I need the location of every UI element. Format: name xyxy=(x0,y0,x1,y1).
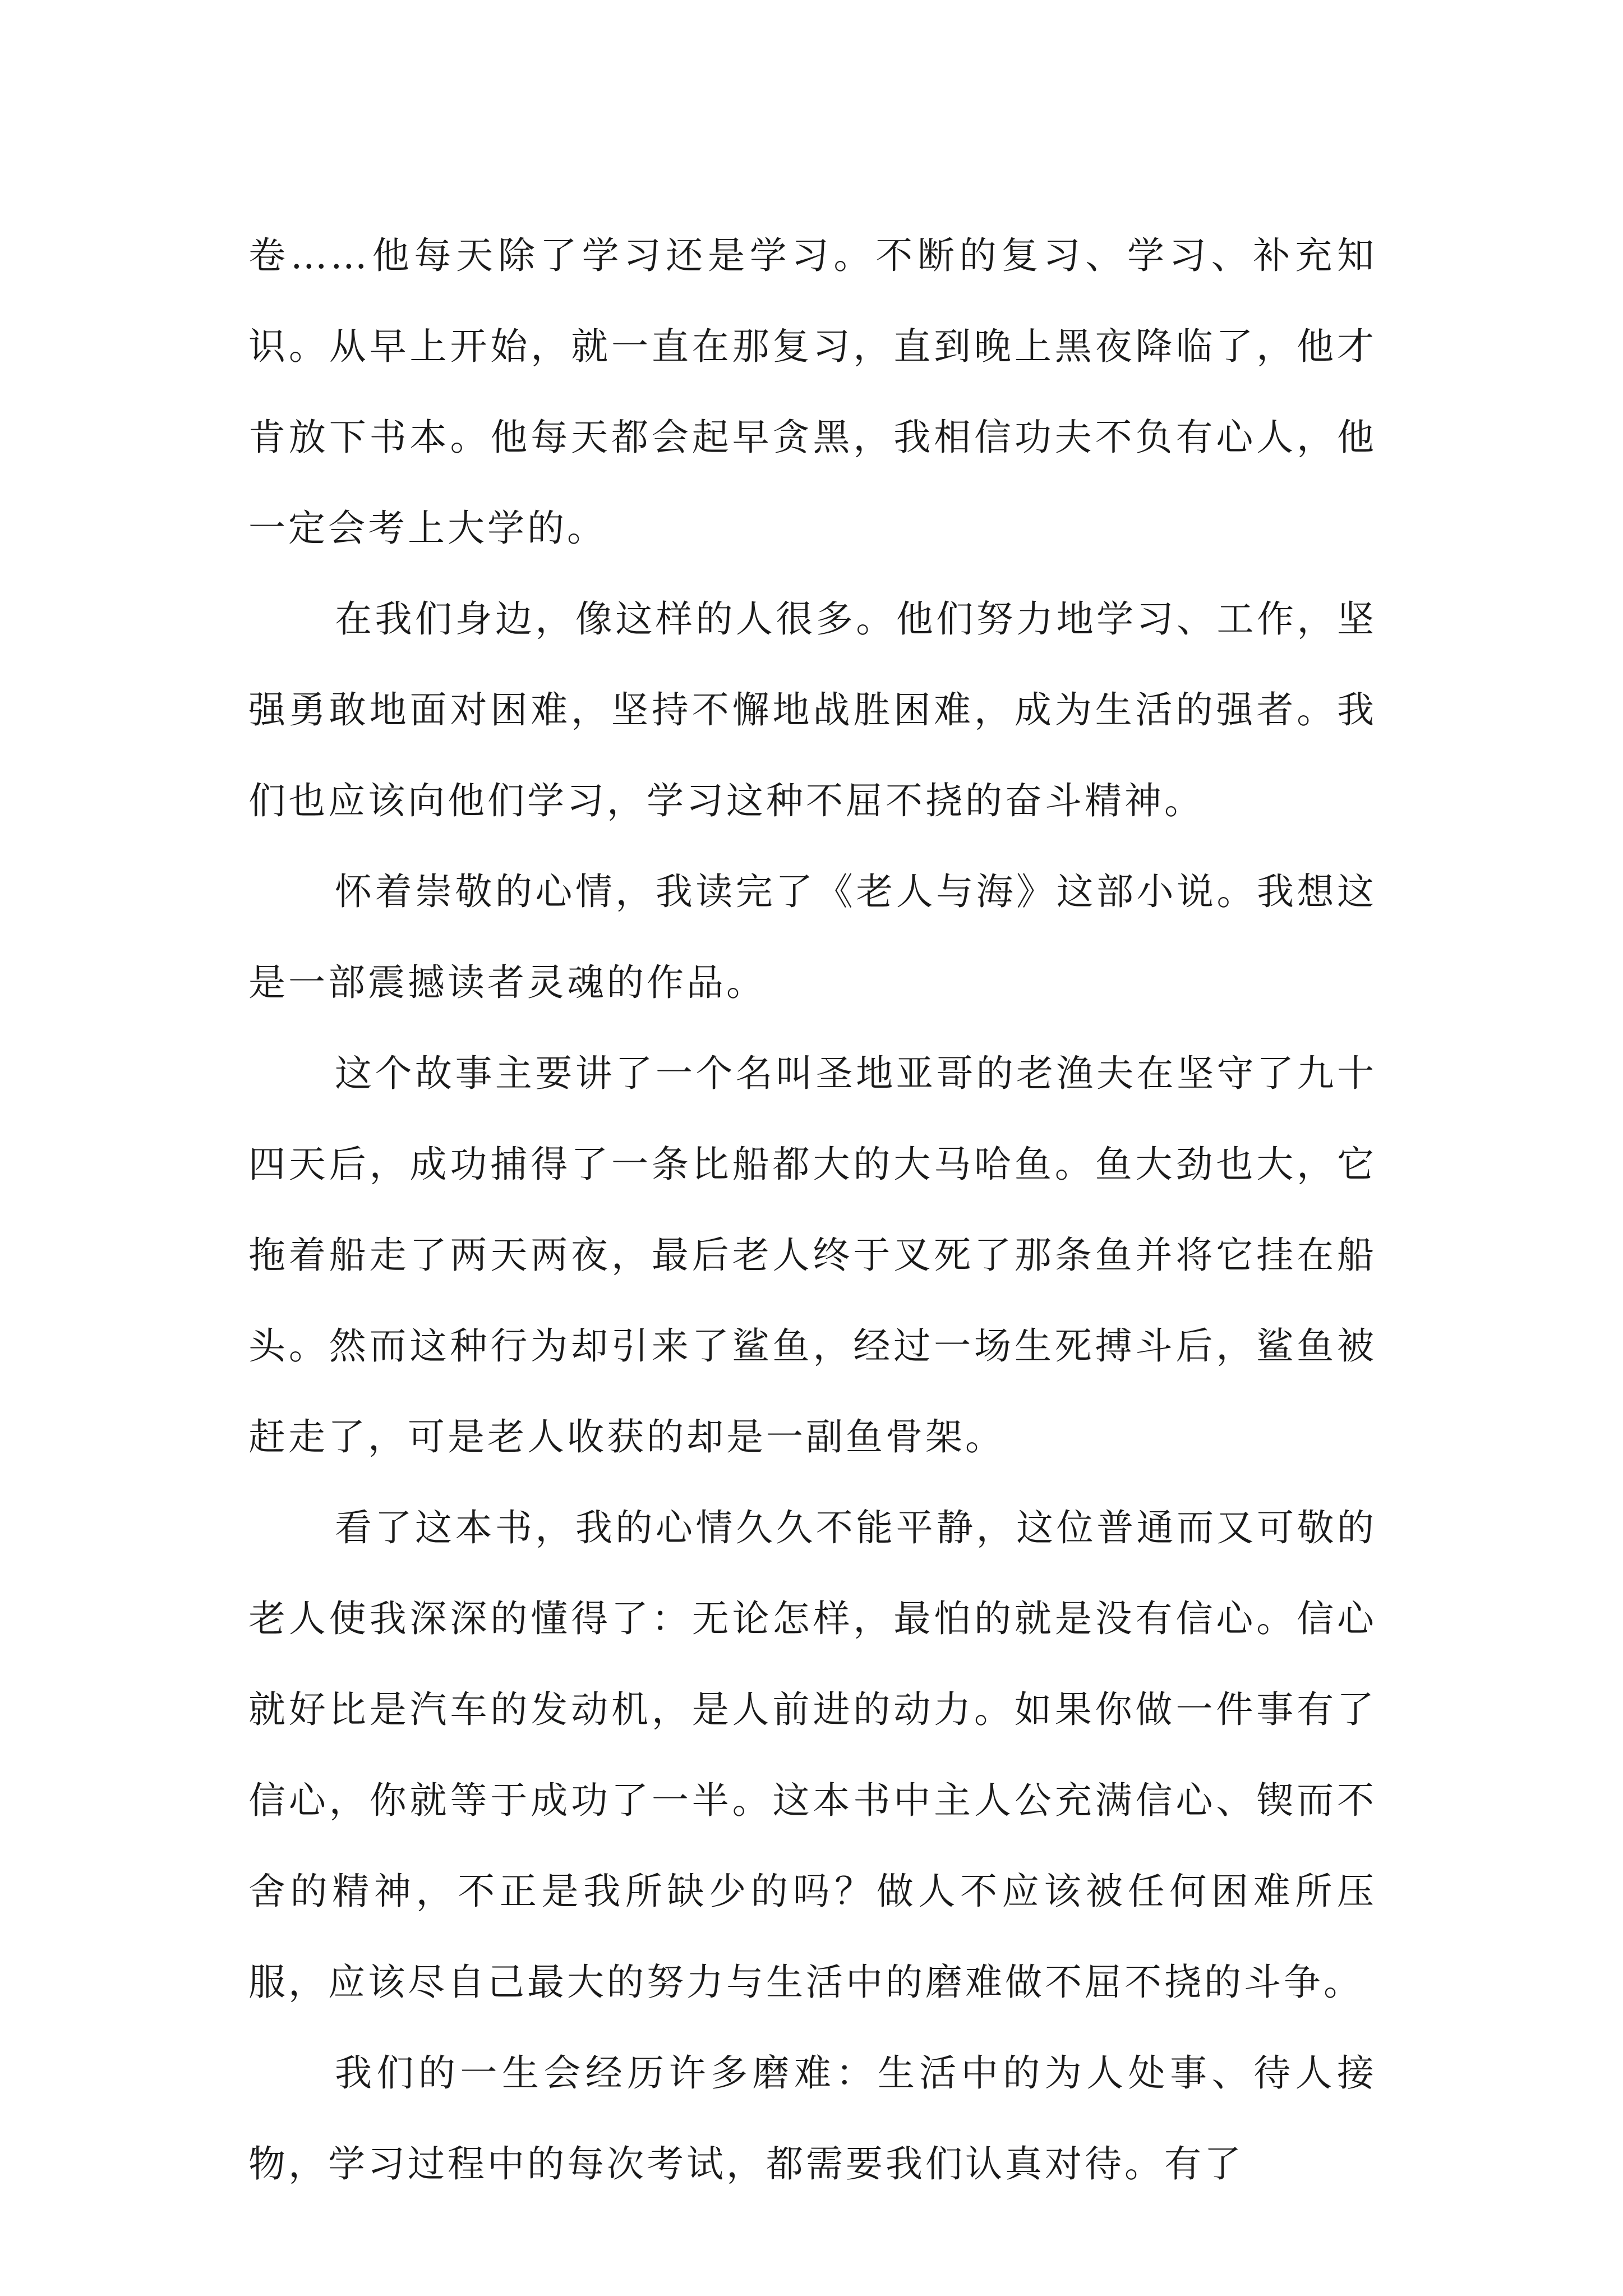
paragraph-1: 卷……他每天除了学习还是学习。不断的复习、学习、补充知识。从早上开始，就一直在那复习，直到晚上黑夜降临了，他才肯放下书本。他每天都会起早贪黑，我相信功夫不负有心人，他一定会考上大学的。 xyxy=(248,234,1377,550)
paragraph-5: 看了这本书，我的心情久久不能平静，这位普通而又可敬的老人使我深深的懂得了：无论怎样，最怕的就是没有信心。信心就好比是汽车的发动机，是人前进的动力。如果你做一件事有了信心，你就等于成功了一半。这本书中主人公充满信心、锲而不舍的精神，不正是我所缺少的吗？做人不应该被任何困难所压服，应该尽自己最大的努力与生活中的磨难做不屈不挠的斗争。 xyxy=(248,1506,1377,2004)
paragraph-4: 这个故事主要讲了一个名叫圣地亚哥的老渔夫在坚守了九十四天后，成功捕得了一条比船都大的大马哈鱼。鱼大劲也大，它拖着船走了两天两夜，最后老人终于叉死了那条鱼并将它挂在船头。然而这种行为却引来了鲨鱼，经过一场生死搏斗后，鲨鱼被赶走了，可是老人收获的却是一副鱼骨架。 xyxy=(248,1052,1377,1458)
paragraph-3: 怀着崇敬的心情，我读完了《老人与海》这部小说。我想这是一部震撼读者灵魂的作品。 xyxy=(248,870,1377,1004)
paragraph-6: 我们的一生会经历许多磨难：生活中的为人处事、待人接物，学习过程中的每次考试，都需要我们认真对待。有了 xyxy=(248,2051,1377,2185)
document-body xyxy=(248,210,1377,2210)
paragraph-2: 在我们身边，像这样的人很多。他们努力地学习、工作，坚强勇敢地面对困难，坚持不懈地战胜困难，成为生活的强者。我们也应该向他们学习，学习这种不屈不挠的奋斗精神。 xyxy=(248,597,1377,822)
